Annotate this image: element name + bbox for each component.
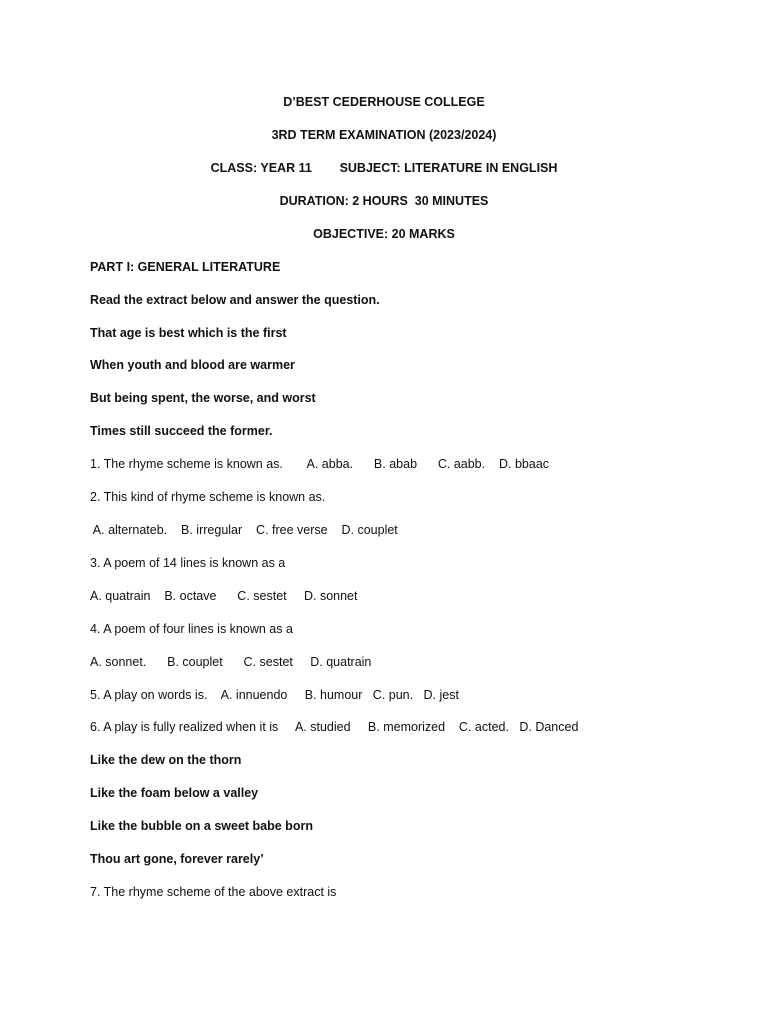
extract1-line: But being spent, the worse, and worst bbox=[90, 391, 316, 405]
extract2-line: Like the dew on the thorn bbox=[90, 753, 242, 767]
question-5: 5. A play on words is. A. innuendo B. humour C. pun. D. jest bbox=[90, 688, 459, 702]
extract2-line: Like the foam below a valley bbox=[90, 786, 259, 800]
question-2: 2. This kind of rhyme scheme is known as. bbox=[90, 490, 326, 504]
question-6: 6. A play is fully realized when it is A. studied B. memorized C. acted. D. Danced bbox=[90, 720, 579, 734]
question-7: 7. The rhyme scheme of the above extract is bbox=[90, 885, 337, 899]
question-3: 3. A poem of 14 lines is known as a bbox=[90, 556, 286, 570]
extract1-line: When youth and blood are warmer bbox=[90, 358, 295, 372]
question-2-options: A. alternateb. B. irregular C. free verse D. couplet bbox=[90, 523, 398, 537]
class-subject: CLASS: YEAR 11 SUBJECT: LITERATURE IN ENGLISH bbox=[210, 161, 558, 175]
question-4-options: A. sonnet. B. couplet C. sestet D. quatrain bbox=[90, 655, 372, 669]
duration: DURATION: 2 HOURS 30 MINUTES bbox=[279, 194, 489, 208]
extract2-line: Like the bubble on a sweet babe born bbox=[90, 819, 313, 833]
section-instruction: Read the extract below and answer the question. bbox=[90, 293, 380, 307]
question-1: 1. The rhyme scheme is known as. A. abba. B. abab C. aabb. D. bbaac bbox=[90, 457, 550, 471]
question-3-options: A. quatrain B. octave C. sestet D. sonnet bbox=[90, 589, 358, 603]
school-name: D’BEST CEDERHOUSE COLLEGE bbox=[283, 95, 485, 109]
extract1-line: Times still succeed the former. bbox=[90, 424, 273, 438]
question-4: 4. A poem of four lines is known as a bbox=[90, 622, 293, 636]
extract2-line: Thou art gone, forever rarely’ bbox=[90, 852, 264, 866]
section-title: PART I: GENERAL LITERATURE bbox=[90, 260, 281, 274]
objective-marks: OBJECTIVE: 20 MARKS bbox=[313, 227, 455, 241]
extract1-line: That age is best which is the first bbox=[90, 326, 287, 340]
exam-title: 3RD TERM EXAMINATION (2023/2024) bbox=[271, 128, 497, 142]
